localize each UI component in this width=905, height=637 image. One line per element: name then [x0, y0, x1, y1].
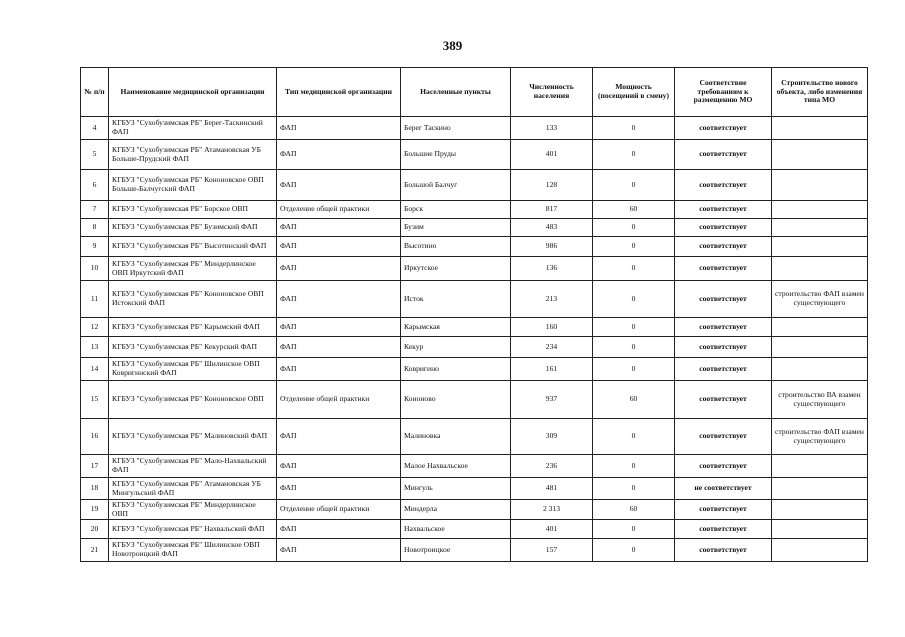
table-row — [81, 170, 868, 201]
cell-construction — [772, 237, 868, 257]
cell-num: 4 — [81, 117, 109, 140]
facilities-table — [80, 67, 868, 562]
cell-compliance: соответствует — [675, 381, 772, 419]
cell-capacity: 0 — [593, 419, 675, 455]
table-row — [81, 281, 868, 318]
table-row — [81, 478, 868, 500]
cell-settlement: Малиновка — [401, 419, 511, 455]
cell-population: 481 — [511, 478, 593, 500]
table-row — [81, 117, 868, 140]
cell-num: 13 — [81, 337, 109, 358]
table-row — [81, 337, 868, 358]
cell-population: 160 — [511, 318, 593, 337]
cell-num: 17 — [81, 455, 109, 478]
cell-settlement: Исток — [401, 281, 511, 318]
page-number: 389 — [442, 38, 463, 53]
cell-capacity: 0 — [593, 219, 675, 237]
header-compliance: Соответствие требованиям к размещению МО — [675, 68, 772, 117]
cell-settlement: Нахвальское — [401, 520, 511, 539]
cell-compliance: соответствует — [675, 117, 772, 140]
cell-org-type: Отделение общей практики — [277, 201, 401, 219]
cell-capacity: 0 — [593, 478, 675, 500]
cell-org-name: КГБУЗ "Сухобузимская РБ" Шилинское ОВП Ковригинский ФАП — [109, 358, 277, 381]
cell-compliance: соответствует — [675, 337, 772, 358]
table-row — [81, 455, 868, 478]
cell-settlement: Борск — [401, 201, 511, 219]
cell-num: 18 — [81, 478, 109, 500]
cell-org-name: КГБУЗ "Сухобузимская РБ" Миндерлинское ОВП Иркутский ФАП — [109, 257, 277, 281]
cell-num: 16 — [81, 419, 109, 455]
cell-compliance: соответствует — [675, 219, 772, 237]
cell-num: 7 — [81, 201, 109, 219]
cell-compliance: соответствует — [675, 237, 772, 257]
cell-population: 234 — [511, 337, 593, 358]
cell-population: 161 — [511, 358, 593, 381]
cell-population: 128 — [511, 170, 593, 201]
cell-org-type: ФАП — [277, 539, 401, 562]
cell-construction — [772, 500, 868, 520]
cell-settlement: Миндерла — [401, 500, 511, 520]
cell-org-type: ФАП — [277, 237, 401, 257]
table-row — [81, 539, 868, 562]
cell-settlement: Мингуль — [401, 478, 511, 500]
cell-org-type: Отделение общей практики — [277, 500, 401, 520]
cell-compliance: соответствует — [675, 170, 772, 201]
cell-construction — [772, 539, 868, 562]
cell-org-type: ФАП — [277, 281, 401, 318]
cell-num: 15 — [81, 381, 109, 419]
cell-construction — [772, 455, 868, 478]
cell-compliance: соответствует — [675, 281, 772, 318]
cell-settlement: Иркутское — [401, 257, 511, 281]
cell-org-name: КГБУЗ "Сухобузимская РБ" Кононовское ОВП — [109, 381, 277, 419]
cell-capacity: 0 — [593, 170, 675, 201]
header-org-name: Наименование медицинской организации — [109, 68, 277, 117]
cell-org-name: КГБУЗ "Сухобузимская РБ" Высотинский ФАП — [109, 237, 277, 257]
cell-compliance: соответствует — [675, 520, 772, 539]
cell-org-type: Отделение общей практики — [277, 381, 401, 419]
cell-org-name: КГБУЗ "Сухобузимская РБ" Борское ОВП — [109, 201, 277, 219]
header-org-type: Тип медицинской организации — [277, 68, 401, 117]
cell-settlement: Большой Балчуг — [401, 170, 511, 201]
cell-capacity: 0 — [593, 140, 675, 170]
cell-capacity: 0 — [593, 281, 675, 318]
cell-org-name: КГБУЗ "Сухобузимская РБ" Нахвальский ФАП — [109, 520, 277, 539]
cell-capacity: 0 — [593, 237, 675, 257]
cell-org-name: КГБУЗ "Сухобузимская РБ" Атамановская УБ Мингульский ФАП — [109, 478, 277, 500]
cell-population: 817 — [511, 201, 593, 219]
cell-org-name: КГБУЗ "Сухобузимская РБ" Миндерлинское ОВП — [109, 500, 277, 520]
cell-capacity: 0 — [593, 455, 675, 478]
cell-construction — [772, 201, 868, 219]
cell-settlement: Малое Нахвальское — [401, 455, 511, 478]
cell-org-name: КГБУЗ "Сухобузимская РБ" Берег-Таскинский ФАП — [109, 117, 277, 140]
cell-compliance: соответствует — [675, 318, 772, 337]
cell-org-name: КГБУЗ "Сухобузимская РБ" Малиновский ФАП — [109, 419, 277, 455]
cell-capacity: 60 — [593, 201, 675, 219]
table-row — [81, 318, 868, 337]
cell-construction — [772, 170, 868, 201]
cell-construction — [772, 117, 868, 140]
cell-org-name: КГБУЗ "Сухобузимская РБ" Атамановская УБ Больше-Прудский ФАП — [109, 140, 277, 170]
cell-capacity: 0 — [593, 337, 675, 358]
cell-org-type: ФАП — [277, 170, 401, 201]
cell-settlement: Кекур — [401, 337, 511, 358]
cell-population: 986 — [511, 237, 593, 257]
table-header-row — [81, 68, 868, 117]
cell-settlement: Берег Таскино — [401, 117, 511, 140]
cell-settlement: Новотроицкое — [401, 539, 511, 562]
cell-capacity: 0 — [593, 358, 675, 381]
cell-capacity: 0 — [593, 318, 675, 337]
cell-compliance: не соответствует — [675, 478, 772, 500]
cell-org-name: КГБУЗ "Сухобузимская РБ" Кекурский ФАП — [109, 337, 277, 358]
cell-org-type: ФАП — [277, 358, 401, 381]
cell-population: 157 — [511, 539, 593, 562]
cell-org-type: ФАП — [277, 257, 401, 281]
cell-settlement: Большие Пруды — [401, 140, 511, 170]
cell-num: 19 — [81, 500, 109, 520]
cell-compliance: соответствует — [675, 455, 772, 478]
cell-settlement: Карымская — [401, 318, 511, 337]
cell-compliance: соответствует — [675, 257, 772, 281]
cell-num: 9 — [81, 237, 109, 257]
cell-num: 6 — [81, 170, 109, 201]
cell-population: 483 — [511, 219, 593, 237]
cell-construction — [772, 337, 868, 358]
cell-construction — [772, 520, 868, 539]
cell-org-name: КГБУЗ "Сухобузимская РБ" Карымский ФАП — [109, 318, 277, 337]
cell-construction: строительство ФАП взамен существующего — [772, 281, 868, 318]
cell-num: 8 — [81, 219, 109, 237]
cell-population: 133 — [511, 117, 593, 140]
cell-compliance: соответствует — [675, 358, 772, 381]
table-row — [81, 358, 868, 381]
cell-population: 236 — [511, 455, 593, 478]
cell-org-type: ФАП — [277, 520, 401, 539]
cell-construction: строительство ФАП взамен существующего — [772, 419, 868, 455]
cell-org-type: ФАП — [277, 337, 401, 358]
cell-compliance: соответствует — [675, 201, 772, 219]
cell-construction — [772, 219, 868, 237]
cell-population: 937 — [511, 381, 593, 419]
cell-compliance: соответствует — [675, 539, 772, 562]
cell-population: 309 — [511, 419, 593, 455]
cell-org-type: ФАП — [277, 419, 401, 455]
cell-construction: строительство ВА взамен существующего — [772, 381, 868, 419]
cell-population: 401 — [511, 520, 593, 539]
table-row — [81, 219, 868, 237]
table-row — [81, 381, 868, 419]
header-capacity: Мощность (посещений в смену) — [593, 68, 675, 117]
cell-construction — [772, 318, 868, 337]
table-row — [81, 520, 868, 539]
header-num: № п/п — [81, 68, 109, 117]
table-row — [81, 237, 868, 257]
cell-org-name: КГБУЗ "Сухобузимская РБ" Шилинское ОВП Новотроицкий ФАП — [109, 539, 277, 562]
header-settlements: Населенные пункты — [401, 68, 511, 117]
cell-construction — [772, 478, 868, 500]
header-population: Численность населения — [511, 68, 593, 117]
cell-org-name: КГБУЗ "Сухобузимская РБ" Мало-Нахвальский ФАП — [109, 455, 277, 478]
cell-num: 21 — [81, 539, 109, 562]
cell-capacity: 0 — [593, 520, 675, 539]
cell-compliance: соответствует — [675, 419, 772, 455]
cell-settlement: Кононово — [401, 381, 511, 419]
cell-capacity: 0 — [593, 539, 675, 562]
cell-settlement: Ковригино — [401, 358, 511, 381]
cell-org-type: ФАП — [277, 140, 401, 170]
cell-num: 10 — [81, 257, 109, 281]
cell-compliance: соответствует — [675, 140, 772, 170]
cell-org-type: ФАП — [277, 478, 401, 500]
cell-org-type: ФАП — [277, 318, 401, 337]
cell-capacity: 0 — [593, 257, 675, 281]
cell-population: 401 — [511, 140, 593, 170]
cell-capacity: 60 — [593, 381, 675, 419]
table-row — [81, 140, 868, 170]
table-body — [81, 117, 868, 562]
table-row — [81, 201, 868, 219]
cell-num: 11 — [81, 281, 109, 318]
cell-num: 12 — [81, 318, 109, 337]
cell-num: 20 — [81, 520, 109, 539]
cell-construction — [772, 257, 868, 281]
header-construction: Строительство нового объекта, либо изменения типа МО — [772, 68, 868, 117]
table-row — [81, 419, 868, 455]
cell-settlement: Бузим — [401, 219, 511, 237]
cell-population: 2 313 — [511, 500, 593, 520]
table-row — [81, 500, 868, 520]
cell-capacity: 60 — [593, 500, 675, 520]
cell-num: 14 — [81, 358, 109, 381]
cell-population: 213 — [511, 281, 593, 318]
cell-construction — [772, 140, 868, 170]
cell-org-name: КГБУЗ "Сухобузимская РБ" Кононовское ОВП Больше-Балчугский ФАП — [109, 170, 277, 201]
cell-org-name: КГБУЗ "Сухобузимская РБ" Кононовское ОВП Истокский ФАП — [109, 281, 277, 318]
table-row — [81, 257, 868, 281]
cell-org-name: КГБУЗ "Сухобузимская РБ" Бузимский ФАП — [109, 219, 277, 237]
cell-org-type: ФАП — [277, 219, 401, 237]
cell-construction — [772, 358, 868, 381]
cell-org-type: ФАП — [277, 455, 401, 478]
cell-num: 5 — [81, 140, 109, 170]
cell-org-type: ФАП — [277, 117, 401, 140]
cell-population: 136 — [511, 257, 593, 281]
cell-compliance: соответствует — [675, 500, 772, 520]
cell-capacity: 0 — [593, 117, 675, 140]
cell-settlement: Высотино — [401, 237, 511, 257]
